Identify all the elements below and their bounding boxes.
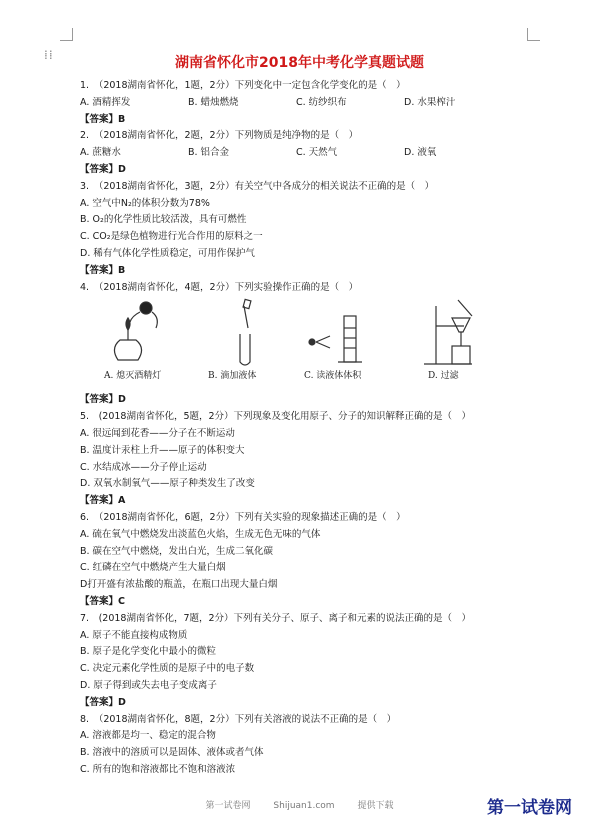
alcohol-lamp-icon [114, 302, 157, 360]
question-7-answer: 【答案】D [80, 696, 126, 708]
crop-mark-top-right [527, 28, 540, 41]
question-1-options [80, 95, 520, 112]
option-a: A. 硫在氧气中燃烧发出淡蓝色火焰，生成无色无味的气体 [80, 528, 321, 540]
page-title: 湖南省怀化市2018年中考化学真题试题 [175, 55, 424, 71]
option-a: A. 蔗糖水 [80, 147, 121, 159]
option-b: B. O₂的化学性质比较活泼，具有可燃性 [80, 214, 247, 226]
question-7-stem: 7. (2018湖南省怀化，7题，2分）下列有关分子、原子、离子和元素的说法正确的是（ ） [80, 612, 472, 624]
option-c: C. 纺纱织布 [296, 96, 347, 108]
option-c: C. 红磷在空气中燃烧产生大量白烟 [80, 562, 226, 574]
option-b: B. 铝合金 [188, 147, 230, 159]
option-c: C. 所有的饱和溶液都比不饱和溶液浓 [80, 763, 236, 775]
site-logo: 第一试卷网 [487, 798, 572, 818]
option-a: A. 原子不能直接构成物质 [80, 629, 188, 641]
question-2-options [80, 145, 520, 162]
option-b: B. 温度计汞柱上升——原子的体积变大 [80, 444, 245, 456]
option-d: D打开盛有浓盐酸的瓶盖，在瓶口出现大量白烟 [80, 579, 278, 591]
question-8-stem: 8. （2018湖南省怀化，8题，2分）下列有关溶液的说法不正确的是（ ） [80, 713, 397, 725]
question-4-answer: 【答案】D [80, 394, 126, 406]
option-d: D. 稀有气体化学性质稳定，可用作保护气 [80, 247, 255, 259]
option-a: A. 溶液都是均一、稳定的混合物 [80, 730, 216, 742]
option-a: A. 很远闻到花香——分子在不断运动 [80, 427, 235, 439]
crop-mark-top-left [60, 28, 73, 41]
question-1-answer: 【答案】B [80, 113, 126, 125]
question-4-figure [80, 298, 520, 388]
option-b: B. 蜡烛燃烧 [188, 96, 239, 108]
filtration-setup-icon [424, 300, 472, 364]
question-3-stem: 3. （2018湖南省怀化，3题，2分）有关空气中各成分的相关说法不正确的是（ ） [80, 180, 435, 192]
question-3-answer: 【答案】B [80, 264, 126, 276]
option-c: C. 天然气 [296, 147, 338, 159]
question-6-answer: 【答案】C [80, 595, 125, 607]
caption-b: B. 滴加液体 [208, 371, 257, 382]
option-d: D. 液氧 [404, 147, 437, 159]
option-b: B. 溶液中的溶质可以是固体、液体或者气体 [80, 747, 264, 759]
question-2-stem: 2. （2018湖南省怀化，2题，2分）下列物质是纯净物的是（ ） [80, 130, 359, 142]
option-c: C. CO₂是绿色植物进行光合作用的原料之一 [80, 231, 263, 243]
question-2-answer: 【答案】D [80, 163, 126, 175]
option-b: B. 原子是化学变化中最小的微粒 [80, 646, 217, 658]
drag-handle-icon[interactable]: ⁞⁞ [44, 48, 54, 62]
dropper-test-tube-icon [240, 300, 251, 366]
option-a: A. 酒精挥发 [80, 96, 131, 108]
footer-download: 提供下载 [357, 801, 394, 811]
footer-site-name: 第一试卷网 [205, 801, 251, 811]
option-d: D. 水果榨汁 [404, 96, 456, 108]
option-c: C. 决定元素化学性质的是原子中的电子数 [80, 663, 255, 675]
option-b: B. 碳在空气中燃烧，发出白光，生成二氧化碳 [80, 545, 274, 557]
question-5-answer: 【答案】A [80, 495, 126, 507]
caption-d: D. 过滤 [428, 371, 459, 382]
option-c: C. 水结成冰——分子停止运动 [80, 461, 207, 473]
option-a: A. 空气中N₂的体积分数为78% [80, 197, 210, 209]
question-4-stem: 4. （2018湖南省怀化，4题，2分）下列实验操作正确的是（ ） [80, 281, 359, 293]
document-body [80, 78, 520, 779]
question-5-stem: 5. (2018湖南省怀化，5题，2分）下列现象及变化用原子、分子的知识解释正确的是（ ） [80, 411, 472, 423]
option-d: D. 原子得到或失去电子变成离子 [80, 679, 217, 691]
footer-site-url[interactable]: Shijuan1.com [273, 801, 335, 811]
question-6-stem: 6. （2018湖南省怀化，6题，2分）下列有关实验的现象描述正确的是（ ） [80, 511, 406, 523]
option-d: D. 双氧水制氧气——原子种类发生了改变 [80, 478, 255, 490]
caption-c: C. 读液体体积 [304, 371, 362, 382]
caption-a: A. 熄灭酒精灯 [104, 371, 162, 382]
graduated-cylinder-icon [309, 316, 362, 362]
question-1-stem: 1. （2018湖南省怀化，1题，2分）下列变化中一定包含化学变化的是（ ） [80, 80, 406, 91]
